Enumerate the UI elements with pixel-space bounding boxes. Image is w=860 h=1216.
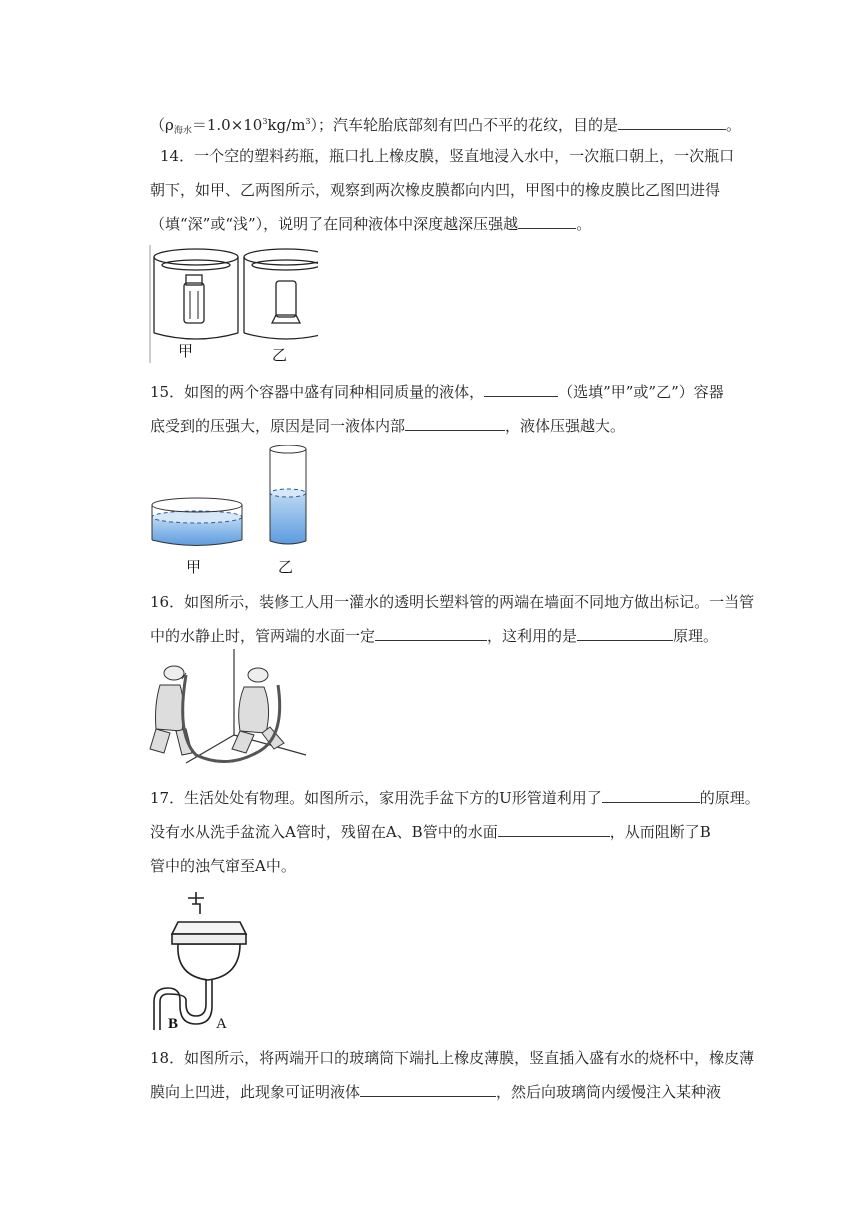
- worker-right: [232, 668, 284, 753]
- q14-figure: [148, 245, 318, 365]
- rho-unit-exponent: 3: [305, 117, 311, 126]
- beaker-jia: [154, 249, 238, 339]
- rho-exponent: 3: [262, 117, 268, 126]
- label-pipe-b: B: [168, 1016, 179, 1032]
- answer-blank[interactable]: [375, 626, 487, 641]
- q18-line-1: 18．如图所示，将两端开口的玻璃筒下端扎上橡皮薄膜，竖直插入盛有水的烧杯中，橡皮薄: [150, 1049, 755, 1067]
- q13-text: ）；汽车轮胎底部刻有凹凸不平的花纹，目的是: [310, 116, 619, 134]
- q17-figure: [148, 884, 258, 1034]
- q16-line-1: 16．如图所示，装修工人用一灌水的透明长塑料管的两端在墙面不同地方做出标记。一当管: [150, 593, 755, 611]
- answer-blank[interactable]: [602, 788, 700, 803]
- answer-blank[interactable]: [484, 382, 558, 397]
- q14-line-1: 14．一个空的塑料药瓶，瓶口扎上橡皮膜，竖直地浸入水中，一次瓶口朝上，一次瓶口: [160, 147, 735, 165]
- label-jia: 甲: [186, 558, 202, 576]
- q16-figure: [146, 645, 310, 773]
- rho-value: ＝1.0×10: [191, 116, 263, 134]
- label-yi: 乙: [272, 346, 288, 364]
- label-jia: 甲: [178, 342, 194, 360]
- q15-line-2: 底受到的压强大，原因是同一液体内部 ，液体压强越大。: [150, 417, 626, 435]
- q17-line-3: 管中的浊气窜至A中。: [150, 857, 296, 875]
- q16-line-2: 中的水静止时，管两端的水面一定 ，这利用的是 原理。: [150, 627, 719, 645]
- answer-blank[interactable]: [360, 1082, 496, 1097]
- q13-tail-line: $(\rho_{海水}=1.0\times 10^3kg/m^3)$；汽车轮胎底部刻有凹凸不平的花纹，目的是 。: [150, 116, 742, 136]
- container-jia: [152, 498, 242, 546]
- answer-blank[interactable]: [518, 214, 576, 229]
- q14-line-2: 朝下，如甲、乙两图所示，观察到两次橡皮膜都向内凹，甲图中的橡皮膜比乙图凹进得: [150, 181, 721, 199]
- rho-symbol: （ρ: [150, 116, 174, 134]
- q17-line-1: 17．生活处处有物理。如图所示，家用洗手盆下方的U形管道利用了 的原理。: [150, 789, 760, 807]
- answer-blank[interactable]: [577, 626, 673, 641]
- q14-line-3: （填“深”或“浅”），说明了在同种液体中深度越深压强越 。: [150, 215, 592, 233]
- label-pipe-a: A: [216, 1016, 227, 1032]
- rho-subscript: 海水: [173, 126, 192, 136]
- beaker-yi: [244, 249, 318, 339]
- answer-blank[interactable]: [498, 822, 610, 837]
- q15-line-1: 15．如图的两个容器中盛有同种相同质量的液体， （选填”甲”或”乙”）容器: [150, 383, 724, 401]
- answer-blank[interactable]: [618, 115, 726, 130]
- q18-line-2: 膜向上凹进，此现象可证明液体 ，然后向玻璃筒内缓慢注入某种液: [150, 1083, 722, 1101]
- answer-blank[interactable]: [405, 416, 505, 431]
- faucet-icon: [188, 892, 204, 914]
- container-yi: [270, 445, 306, 544]
- label-yi: 乙: [278, 558, 294, 576]
- q15-figure: [148, 445, 318, 555]
- q17-line-2: 没有水从洗手盆流入A管时，残留在A、B管中的水面 ，从而阻断了B: [150, 823, 711, 841]
- rho-unit: kg/m: [267, 116, 306, 134]
